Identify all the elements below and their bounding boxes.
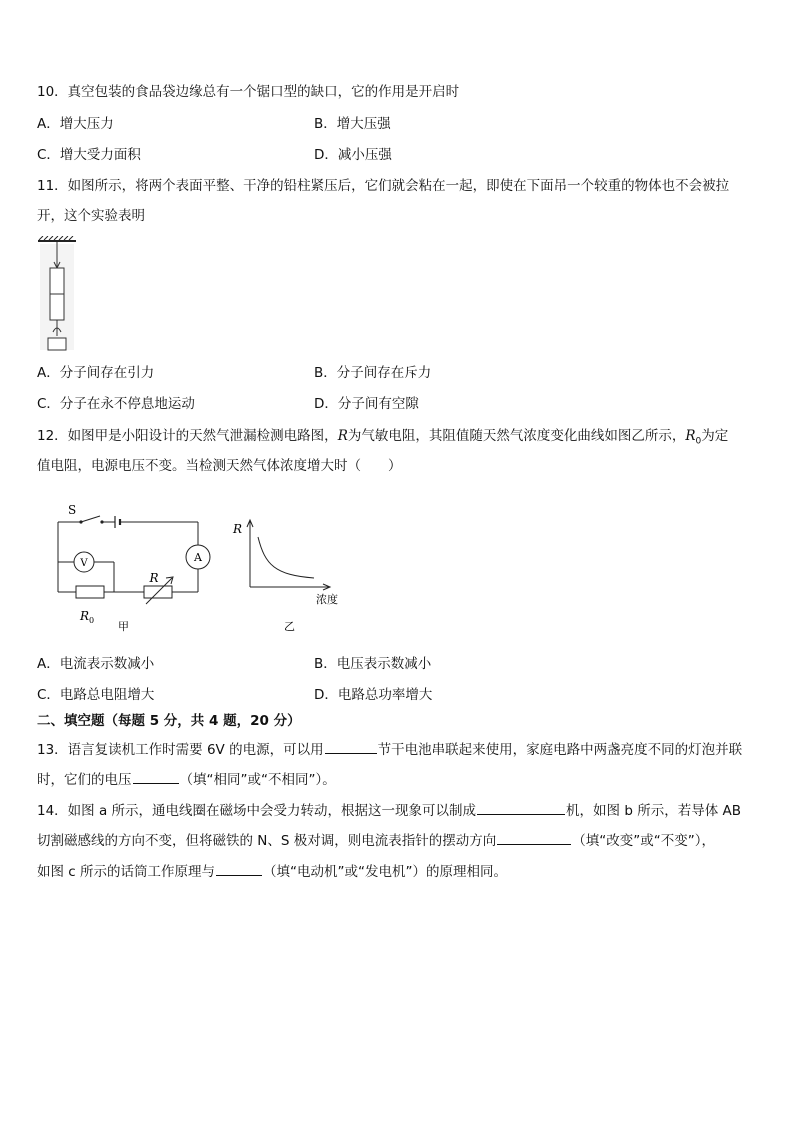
q13-blank-1[interactable] bbox=[325, 739, 377, 754]
circuit-figure-jia bbox=[50, 500, 230, 640]
q12-option-d: D．电路总功率增大 bbox=[314, 687, 433, 703]
q10-option-c: C．增大受力面积 bbox=[37, 147, 141, 163]
q11-option-c: C．分子在永不停息地运动 bbox=[37, 396, 195, 412]
section-title: 二、填空题（每题 5 分，共 4 题，20 分） bbox=[37, 713, 301, 729]
svg-text:A: A bbox=[194, 551, 202, 564]
svg-text:浓度: 浓度 bbox=[316, 593, 338, 606]
q12-stem-line2: 值电阻，电源电压不变。当检测天然气体浓度增大时（ ） bbox=[37, 458, 402, 474]
q14-blank-2[interactable] bbox=[497, 830, 571, 845]
q11-stem-line1: 11．如图所示，将两个表面平整、干净的铅柱紧压后，它们就会粘在一起，即使在下面吊一个较重的物体也不会被拉 bbox=[37, 178, 730, 194]
q11-option-b: B．分子间存在斥力 bbox=[314, 365, 432, 381]
q14-line3: 如图 c 所示的话筒工作原理与 （填“电动机”或“发电机”）的原理相同。 bbox=[37, 861, 507, 882]
q12-option-c: C．电路总电阻增大 bbox=[37, 687, 155, 703]
resistance-concentration-graph bbox=[230, 515, 350, 640]
q13-blank-2[interactable] bbox=[133, 769, 179, 784]
q12-option-b: B．电压表示数减小 bbox=[314, 656, 432, 672]
q14-line1: 14．如图 a 所示，通电线圈在磁场中会受力转动，根据这一现象可以制成 机，如图 b 所示，若导体 AB bbox=[37, 800, 741, 821]
q14-blank-3[interactable] bbox=[216, 861, 262, 876]
q13-line2: 时，它们的电压 （填“相同”或“不相同”）。 bbox=[37, 769, 336, 790]
lead-cylinder-figure bbox=[36, 236, 78, 354]
q11-stem-line2: 开，这个实验表明 bbox=[37, 208, 145, 224]
q12-stem-line1: 12．如图甲是小阳设计的天然气泄漏检测电路图，R为气敏电阻，其阻值随天然气浓度变化曲线如图乙所示，$R_0$为定 bbox=[37, 428, 729, 447]
q10-stem: 10．真空包装的食品袋边缘总有一个锯口型的缺口，它的作用是开启时 bbox=[37, 84, 460, 100]
svg-text:S: S bbox=[68, 503, 77, 517]
svg-text:甲: 甲 bbox=[118, 620, 129, 633]
svg-text:R: R bbox=[233, 522, 243, 536]
q10-option-b: B．增大压强 bbox=[314, 116, 391, 132]
q10-option-d: D．减小压强 bbox=[314, 147, 392, 163]
q11-option-a: A．分子间存在引力 bbox=[37, 365, 155, 381]
q11-option-d: D．分子间有空隙 bbox=[314, 396, 419, 412]
svg-text:V: V bbox=[80, 558, 88, 569]
svg-text:R: R bbox=[149, 571, 159, 585]
svg-text:R: R bbox=[80, 609, 90, 623]
q14-line2: 切割磁感线的方向不变，但将磁铁的 N、S 极对调，则电流表指针的摆动方向 （填“改变”或“不变”）， bbox=[37, 830, 715, 851]
svg-text:0: 0 bbox=[89, 616, 95, 625]
svg-text:乙: 乙 bbox=[284, 620, 295, 633]
resistance-curve bbox=[258, 537, 314, 578]
q12-option-a: A．电流表示数减小 bbox=[37, 656, 155, 672]
q10-option-a: A．增大压力 bbox=[37, 116, 114, 132]
q14-blank-1[interactable] bbox=[477, 800, 565, 815]
q13-line1: 13．语言复读机工作时需要 6V 的电源，可以用 节干电池串联起来使用，家庭电路中两盏亮度不同的灯泡并联 bbox=[37, 739, 742, 760]
